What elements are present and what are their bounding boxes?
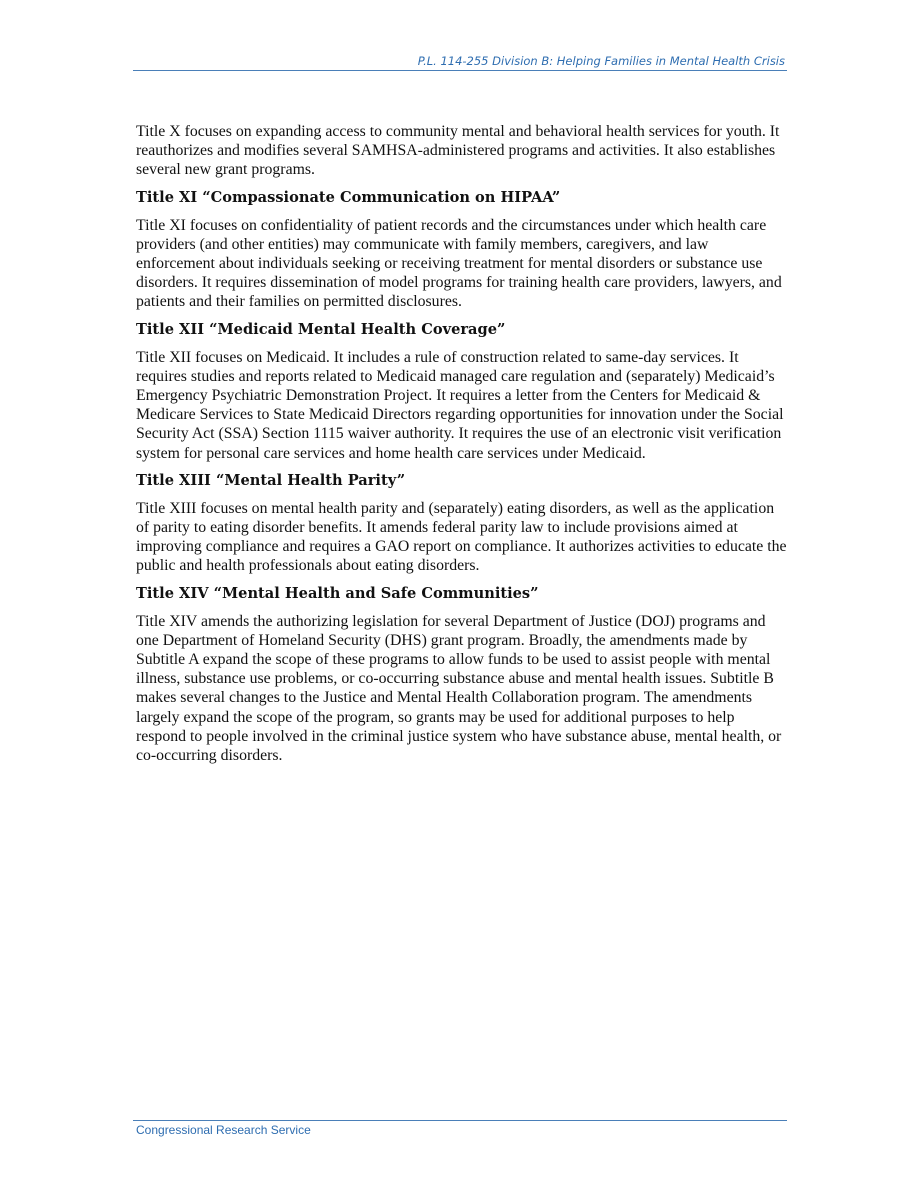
section-text-title-xii: Title XII focuses on Medicaid. It includes a rule of construction related to same-day services. It requires studies and reports related to Medicaid managed care regulation and (separately) Medicaid’s Emergency Psychiatric Demonstration Project. It requires a letter from the Centers for Medicaid & Medicare Services to State Medicaid Directors regarding opportunities for innovation under the Social Security Act (SSA) Section 1115 waiver authority. It requires the use of an electronic visit verification system for personal care services and home health care services under Medicaid. xyxy=(136,348,784,462)
section-heading-title-xiii: Title XIII “Mental Health Parity” xyxy=(136,471,406,489)
page-footer xyxy=(133,1120,787,1137)
section-text-title-xi: Title XI focuses on confidentiality of patient records and the circumstances under which health care providers (and other entities) may communicate with family members, caregivers, and law enforcement about individuals seeking or receiving treatment for mental disorders or substance use disorders. It requires dissemination of model programs for training health care providers, lawyers, and patients and their families on permitted disclosures. xyxy=(136,216,782,311)
section-heading-title-xi: Title XI “Compassionate Communication on HIPAA” xyxy=(136,188,561,206)
document-body xyxy=(136,122,788,773)
section-heading-title-xiv: Title XIV “Mental Health and Safe Communities” xyxy=(136,584,539,602)
page-header xyxy=(133,54,787,71)
section-text-title-xiv: Title XIV amends the authorizing legislation for several Department of Justice (DOJ) programs and one Department of Homeland Security (DHS) grant program. Broadly, the amendments made by Subtitle A expand the scope of these programs to allow funds to be used to assist people with mental illness, substance use problems, or co-occurring substance abuse and mental health issues. Subtitle B makes several changes to the Justice and Mental Health Collaboration program. The amendments largely expand the scope of the program, so grants may be used for additional purposes to help respond to people involved in the criminal justice system who have substance abuse, mental health, or co-occurring disorders. xyxy=(136,612,782,765)
section-heading-title-xii: Title XII “Medicaid Mental Health Coverage” xyxy=(136,320,506,338)
intro-paragraph: Title X focuses on expanding access to community mental and behavioral health services for youth. It reauthorizes and modifies several SAMHSA-administered programs and activities. It also establishes several new grant programs. xyxy=(136,123,780,179)
section-text-title-xiii: Title XIII focuses on mental health parity and (separately) eating disorders, as well as the application of parity to eating disorder benefits. It amends federal parity law to include provisions aimed at improving compliance and requires a GAO report on compliance. It authorizes activities to educate the public and health professionals about eating disorders. xyxy=(136,499,787,575)
running-title: P.L. 114-255 Division B: Helping Families in Mental Health Crisis xyxy=(417,54,785,68)
footer-organization: Congressional Research Service xyxy=(136,1123,311,1137)
